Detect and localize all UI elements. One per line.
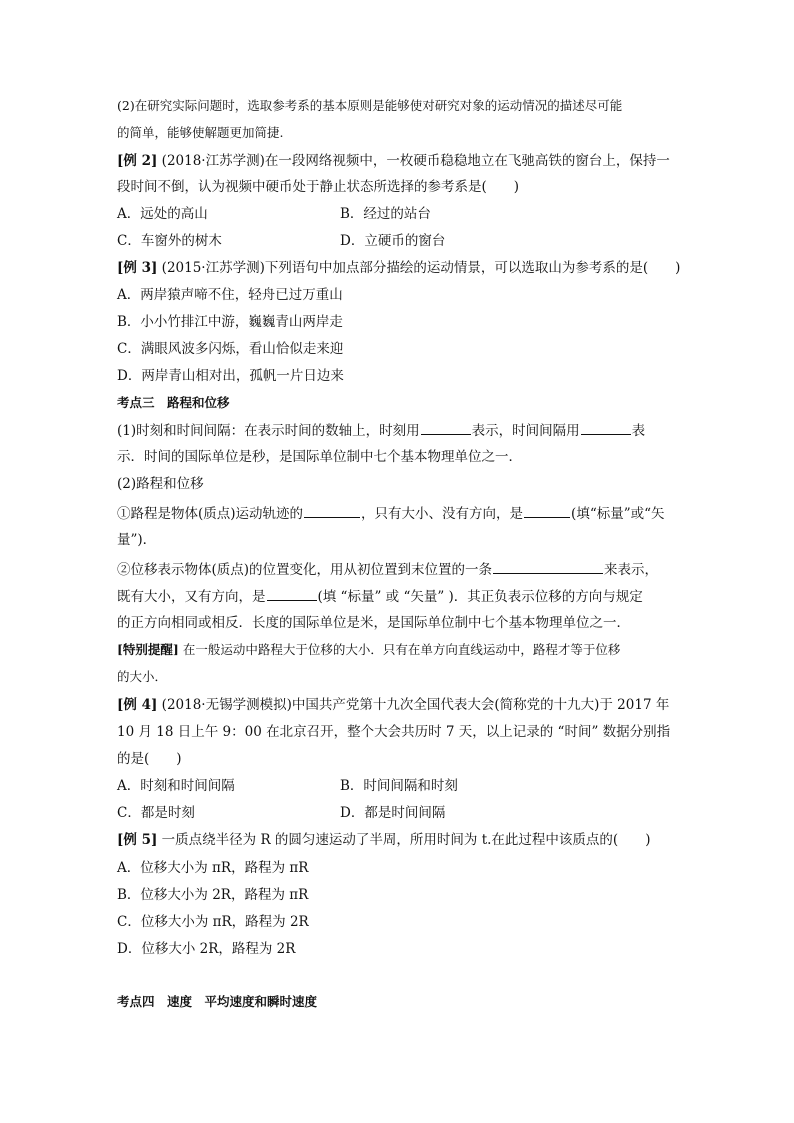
key-point-3-para-1 — [117, 420, 645, 441]
key-point-3-title: 考点三 路程和位移 — [117, 395, 230, 410]
example-4-text-1: (2018·无锡学测模拟)中国共产党第十九次全国代表大会(简称党的十九大)于 2017 年 — [161, 697, 670, 713]
example-4-option-d: D．都是时间间隔 — [340, 805, 446, 821]
kp3-p3-text-a: ①路程是物体(质点)运动轨迹的 — [117, 506, 304, 522]
example-4-line-3: 的是( ) — [117, 751, 182, 767]
example-3-option-b: B．小小竹排江中游，巍巍青山两岸走 — [117, 314, 343, 330]
example-3-line-1 — [117, 258, 680, 278]
key-point-3-para-1-cont: 示．时间的国际单位是秒，是国际单位制中七个基本物理单位之一． — [117, 449, 522, 465]
example-2-line-1 — [117, 151, 670, 171]
key-point-3-para-2: (2)路程和位移 — [117, 476, 204, 492]
kp3-p3-text-b: ，只有大小、没有方向，是 — [361, 506, 524, 522]
example-5-line-1 — [117, 830, 650, 850]
example-5-text-1: 一质点绕半径为 R 的圆匀速运动了半周，所用时间为 t.在此过程中该质点的( ) — [161, 832, 651, 848]
example-2-option-a: A．远处的高山 — [117, 206, 208, 222]
special-note-line-1 — [117, 640, 620, 660]
example-3-text-1: (2015·江苏学测)下列语句中加点部分描绘的运动情景，可以选取山为参考系的是( ) — [161, 260, 681, 276]
example-5-option-a: A．位移大小为 πR，路程为 πR — [117, 860, 309, 876]
example-4-line-1 — [117, 695, 669, 715]
example-2-tag: [例 2] — [117, 153, 158, 169]
special-note-tag: [特别提醒] — [117, 642, 179, 657]
kp3-p4-text-a: ②位移表示物体(质点)的位置变化，用从初位置到末位置的一条 — [117, 562, 493, 578]
key-point-3-para-4-cont-1 — [117, 586, 643, 607]
special-note-text-1: 在一般运动中路程大于位移的大小．只有在单方向直线运动中，路程才等于位移 — [182, 642, 621, 657]
example-2-line-2: 段时间不倒，认为视频中硬币处于静止状态所选择的参考系是( ) — [117, 179, 520, 195]
example-4-option-b: B．时间间隔和时刻 — [340, 778, 458, 794]
example-3-option-a: A．两岸猿声啼不住，轻舟已过万重山 — [117, 287, 343, 303]
example-3-option-d: D．两岸青山相对出，孤帆一片日边来 — [117, 368, 344, 384]
special-note-line-2: 的大小． — [117, 669, 168, 684]
example-4-options-row-2 — [117, 803, 446, 823]
key-point-4-title: 考点四 速度 平均速度和瞬时速度 — [117, 994, 318, 1009]
example-2-option-b: B．经过的站台 — [340, 206, 431, 222]
kp3-p1-text-b: 表示，时间间隔用 — [471, 423, 580, 439]
kp3-p4-text-d: (填 “标量” 或 “矢量” )．其正负表示位移的方向与规定 — [317, 589, 643, 605]
fill-blank[interactable] — [581, 420, 631, 435]
key-point-3-para-4-cont-2: 的正方向相同或相反．长度的国际单位是米，是国际单位制中七个基本物理单位之一． — [117, 615, 630, 631]
example-5-option-d: D．位移大小 2R，路程为 2R — [117, 941, 296, 957]
kp3-p4-text-b: 来表示， — [604, 562, 659, 578]
fill-blank[interactable] — [493, 559, 603, 574]
example-2-option-d: D．立硬币的窗台 — [340, 233, 446, 249]
example-2-options-row-1 — [117, 204, 431, 224]
example-4-options-row-1 — [117, 776, 458, 796]
fill-blank[interactable] — [524, 503, 570, 518]
fill-blank[interactable] — [267, 586, 317, 601]
example-4-tag: [例 4] — [117, 697, 158, 713]
example-5-option-c: C．位移大小为 πR，路程为 2R — [117, 914, 309, 930]
kp3-p3-text-c: (填“标量”或“矢 — [571, 506, 665, 522]
example-2-text-1: (2018·江苏学测)在一段网络视频中，一枚硬币稳稳地立在飞驰高铁的窗台上，保持一 — [161, 153, 670, 169]
kp3-p4-text-c: 既有大小，又有方向，是 — [117, 589, 266, 605]
example-5-tag: [例 5] — [117, 832, 158, 848]
key-point-3-para-3-cont: 量”)． — [117, 532, 157, 548]
example-4-line-2: 10 月 18 日上午 9：00 在北京召开，整个大会共历时 7 天，以上记录的 “时间” 数据分别指 — [117, 724, 671, 740]
example-3-option-c: C．满眼风波多闪烁，看山恰似走来迎 — [117, 341, 344, 357]
intro-line-2: 的简单，能够使解题更加简捷. — [117, 125, 284, 140]
intro-line-1: (2)在研究实际问题时，选取参考系的基本原则是能够使对研究对象的运动情况的描述尽可能 — [117, 98, 623, 113]
key-point-3-para-4 — [117, 559, 658, 580]
example-5-option-b: B．位移大小为 2R，路程为 πR — [117, 887, 309, 903]
kp3-p1-text-c: 表 — [631, 423, 646, 439]
kp3-p1-text-a: (1)时刻和时间间隔：在表示时间的数轴上，时刻用 — [117, 423, 420, 439]
example-3-tag: [例 3] — [117, 260, 158, 276]
fill-blank[interactable] — [304, 503, 360, 518]
example-4-option-a: A．时刻和时间间隔 — [117, 778, 235, 794]
example-2-option-c: C．车窗外的树木 — [117, 233, 222, 249]
example-2-options-row-2 — [117, 231, 446, 251]
key-point-3-para-3 — [117, 503, 665, 524]
fill-blank[interactable] — [421, 420, 471, 435]
example-4-option-c: C．都是时刻 — [117, 805, 195, 821]
